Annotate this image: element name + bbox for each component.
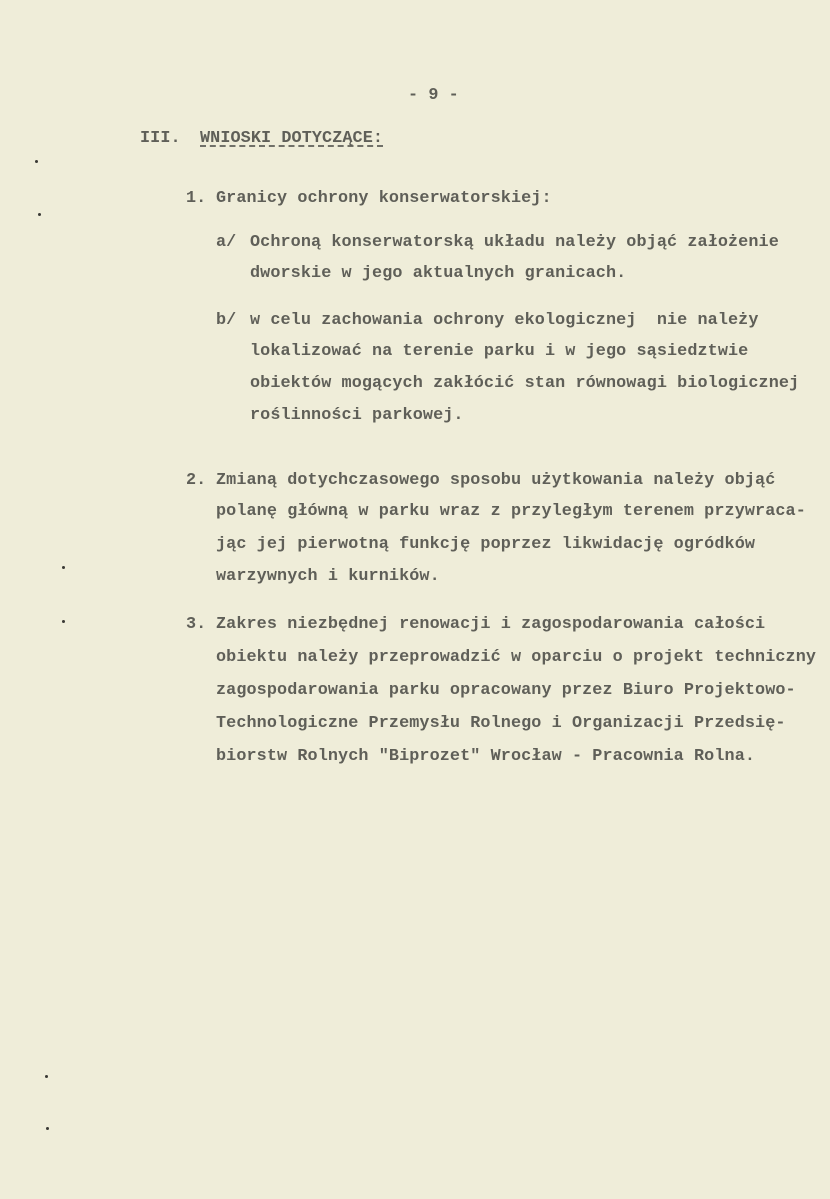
item-2-number: 2. [186, 471, 207, 490]
item-1b-label: b/ [216, 311, 237, 330]
margin-mark [62, 566, 65, 569]
item-1b-line: w celu zachowania ochrony ekologicznej nie należy [250, 311, 759, 330]
item-2-line: warzywnych i kurników. [216, 567, 440, 586]
item-2-line: jąc jej pierwotną funkcję poprzez likwidację ogródków [216, 535, 756, 554]
item-3-line: zagospodarowania parku opracowany przez Biuro Projektowo- [216, 681, 796, 700]
item-1a-line: Ochroną konserwatorską układu należy objąć założenie [250, 233, 779, 252]
item-3-number: 3. [186, 615, 207, 634]
item-1b-line: lokalizować na terenie parku i w jego sąsiedztwie [250, 342, 749, 361]
section-number: III. [140, 129, 181, 148]
item-2-line: polanę główną w parku wraz z przyległym terenem przywraca- [216, 502, 806, 521]
item-1-text: Granicy ochrony konserwatorskiej: [216, 189, 552, 208]
section-title: WNIOSKI DOTYCZĄCE: [200, 129, 384, 148]
margin-mark [35, 160, 38, 163]
item-3-line: obiektu należy przeprowadzić w oparciu o projekt techniczny [216, 648, 817, 667]
item-3-line: Technologiczne Przemysłu Rolnego i Organizacji Przedsię- [216, 714, 786, 733]
margin-mark [46, 1127, 49, 1130]
margin-mark [62, 620, 65, 623]
margin-mark [45, 1075, 48, 1078]
item-1a-line: dworskie w jego aktualnych granicach. [250, 264, 627, 283]
page-number: - 9 - [408, 86, 459, 105]
item-1a-label: a/ [216, 233, 237, 252]
item-2-line: Zmianą dotychczasowego sposobu użytkowania należy objąć [216, 471, 776, 490]
item-3-line: Zakres niezbędnej renowacji i zagospodarowania całości [216, 615, 766, 634]
item-1b-line: roślinności parkowej. [250, 406, 464, 425]
item-1b-line: obiektów mogących zakłócić stan równowagi biologicznej [250, 374, 800, 393]
margin-mark [38, 213, 41, 216]
item-3-line: biorstw Rolnych "Biprozet" Wrocław - Pracownia Rolna. [216, 747, 756, 766]
item-1-number: 1. [186, 189, 207, 208]
